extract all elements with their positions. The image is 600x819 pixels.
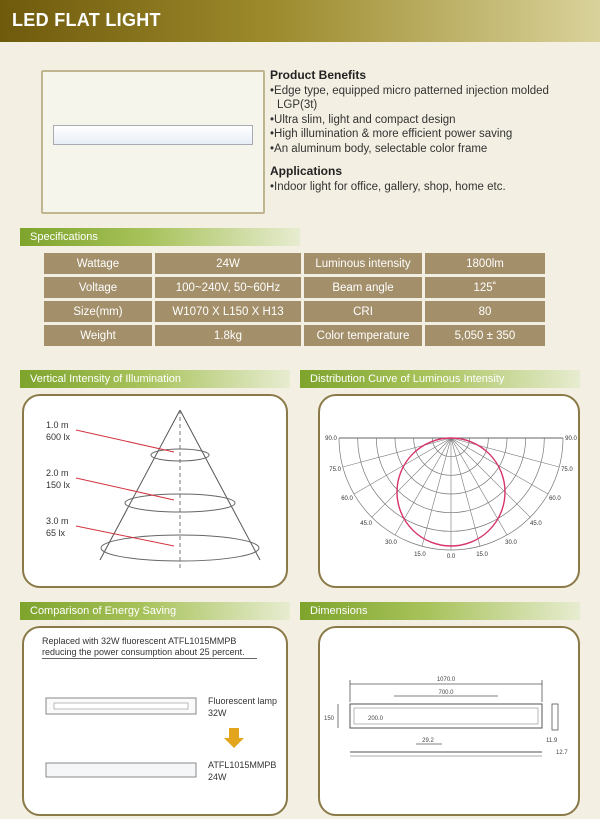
polar-angle-label: 30.0 [385,539,397,546]
level-distance-2: 2.0 m [46,468,69,478]
applications-list [270,180,592,195]
polar-spoke [395,438,451,535]
cone-edge [100,410,180,560]
new-lamp-name: ATFL1015MMPB [208,760,277,770]
distribution-header: Distribution Curve of Luminous Intensity [300,370,580,388]
old-lamp-watt: 32W [208,708,227,718]
polar-angle-label: 75.0 [561,467,573,474]
energy-saving-header: Comparison of Energy Saving [20,602,290,620]
side-profile [552,704,558,730]
polar-chart [320,396,582,590]
arrow-down-icon [224,728,244,752]
polar-angle-label: 60.0 [341,496,353,502]
dimension-drawing [320,628,582,818]
level-lux-3: 65 lx [46,528,66,538]
energy-note: Replaced with 32W fluorescent ATFL1015MMPB reducing the power consumption about 25 percent. [42,636,245,657]
level-distance-3: 3.0 m [46,516,69,526]
spec-label: Weight [44,325,152,346]
spec-value: 125˚ [425,277,545,298]
benefit-item: • An aluminum body, selectable color frame [270,142,592,157]
dimensions-header: Dimensions [300,602,580,620]
overall-width-label: 1070.0 [436,677,456,683]
specifications-header: Specifications [20,228,300,246]
benefit-item: • Edge type, equipped micro patterned injection molded LGP(3t) [270,84,592,113]
led-lamp-image [46,763,196,777]
cone-edge [180,410,260,560]
old-lamp-name: Fluorescent lamp [208,696,278,706]
spec-value: 1.8kg [155,325,301,346]
fluorescent-tube [54,703,188,709]
level-distance-1: 1.0 m [46,420,69,430]
polar-angle-label: 15.0 [476,551,488,558]
spec-value: 1800lm [425,253,545,274]
applications-block [270,164,592,194]
level-pointer-1 [76,430,174,452]
spec-value: 80 [425,301,545,322]
spec-label: CRI [304,301,422,322]
polar-angle-label: 45.0 [360,520,372,527]
polar-spoke [372,438,451,517]
spec-label: Size(mm) [44,301,152,322]
polar-angle-label: 90.0 [565,436,577,442]
application-item: • Indoor light for office, gallery, shop, home etc. [270,180,592,195]
spec-value: W1070 X L150 X H13 [155,301,301,322]
polar-angle-label: 15.0 [414,551,426,558]
inner-width-label: 700.0 [438,690,454,696]
page-header [0,0,600,42]
level-pointer-2 [76,478,174,500]
polar-spoke [451,438,548,494]
distribution-panel [318,394,580,588]
new-lamp-watt: 24W [208,772,227,782]
benefit-item: • Ultra slim, light and compact design [270,113,592,128]
level-lux-1: 600 lx [46,432,71,442]
lamp-comparison-drawing [24,628,290,818]
lamp-image [53,125,253,145]
level-pointer-3 [76,526,174,546]
level-lux-2: 150 lx [46,480,71,490]
dimensions-panel [318,626,580,816]
polar-spoke [451,438,507,535]
polar-angle-label: 90.0 [325,436,337,442]
table-row [44,301,545,322]
vertical-intensity-header: Vertical Intensity of Illumination [20,370,290,388]
table-row [44,253,545,274]
polar-angle-label: 75.0 [329,467,341,474]
spec-value: 24W [155,253,301,274]
spec-table [41,250,548,349]
table-row [44,277,545,298]
benefits-title: Product Benefits [270,68,367,82]
benefits-list [270,84,592,157]
applications-title: Applications [270,164,343,178]
polar-angle-label: 45.0 [530,520,542,527]
benefit-item: • High illumination & more efficient power saving [270,127,592,142]
spec-label: Beam angle [304,277,422,298]
spec-value: 5,050 ± 350 [425,325,545,346]
polar-angle-label: 30.0 [505,539,517,546]
vertical-intensity-panel [22,394,288,588]
energy-saving-panel [22,626,288,816]
product-photo [41,70,265,214]
polar-spoke [451,438,530,517]
spec-label: Luminous intensity [304,253,422,274]
spec-label: Color temperature [304,325,422,346]
bottom-dim-label: 29.2 [422,738,434,744]
benefits-block [270,68,592,194]
table-row [44,325,545,346]
side-dim-label-b: 12.7 [556,750,568,756]
spec-value: 100~240V, 50~60Hz [155,277,301,298]
polar-angle-label: 0.0 [446,554,456,560]
polar-spoke [354,438,451,494]
inner-height-label: 200.0 [368,716,384,722]
polar-angle-label: 60.0 [549,496,561,502]
spec-label: Voltage [44,277,152,298]
page-title: LED FLAT LIGHT [12,10,161,30]
height-label: 150 [323,716,334,722]
side-dim-label-a: 11.9 [546,738,558,744]
spec-label: Wattage [44,253,152,274]
